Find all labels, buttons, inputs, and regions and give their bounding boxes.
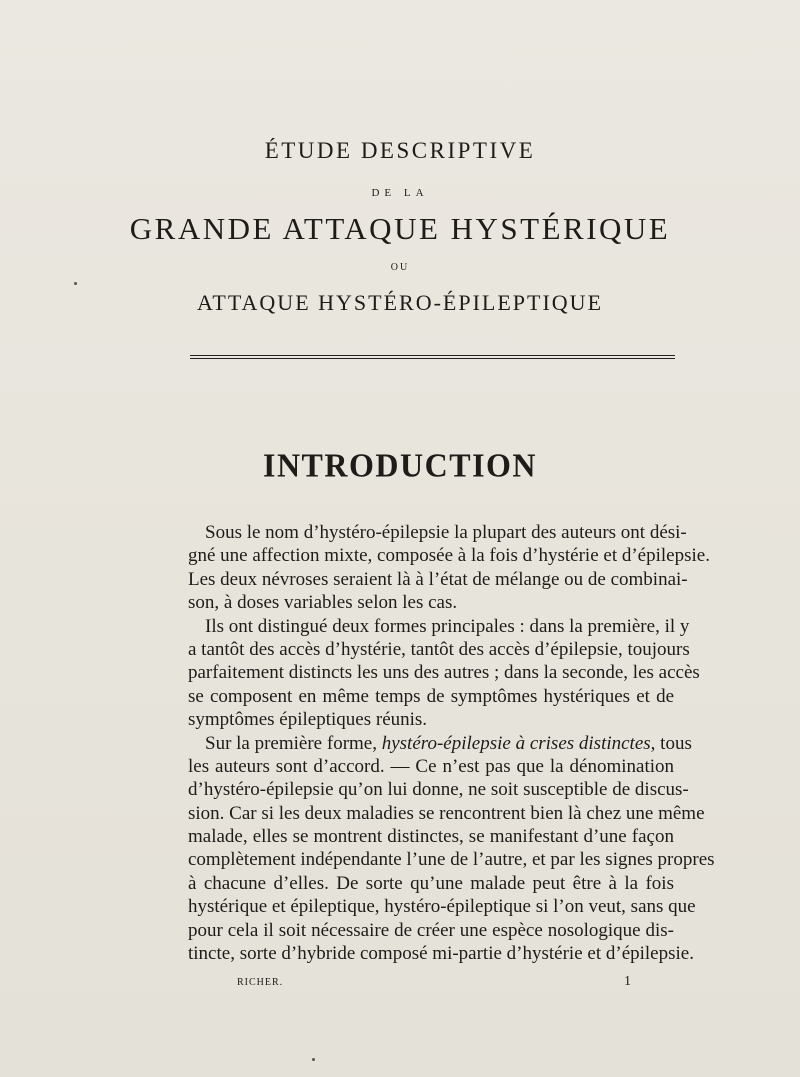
section-heading: INTRODUCTION [262, 446, 538, 484]
paper-speck [312, 1058, 315, 1061]
text-line: malade, elles se montrent distinctes, se manifestant d’une façon [188, 826, 674, 848]
text-line: d’hystéro-épilepsie qu’on lui donne, ne soit susceptible de discus- [188, 779, 689, 801]
text-line: pour cela il soit nécessaire de créer une espèce nosologique dis- [188, 919, 674, 941]
main-title: GRANDE ATTAQUE HYSTÉRIQUE [129, 211, 671, 246]
italic-term: hystéro-épilepsie à crises distinctes [381, 732, 651, 754]
text-line: symptômes épileptiques réunis. [188, 709, 428, 731]
title-line-2: DE LA [371, 187, 429, 199]
text-line: gné une affection mixte, composée à la fois d’hystérie et d’épilepsie. [188, 545, 710, 567]
text-line: son, à doses variables selon les cas. [188, 592, 458, 614]
text-line [188, 732, 692, 755]
paper-speck [74, 282, 77, 285]
text-line: Ils ont distingué deux formes principales : dans la première, il y [205, 615, 690, 637]
text-line: parfaitement distincts les uns des autres ; dans la seconde, les accès [188, 662, 700, 684]
double-rule-divider [190, 355, 675, 359]
text-line: les auteurs sont d’accord. — Ce n’est pas que la dénomination [188, 755, 674, 777]
text-line: a tantôt des accès d’hystérie, tantôt des accès d’épilepsie, toujours [188, 638, 690, 660]
title-connector: OU [390, 262, 410, 273]
text-run: , tous [650, 732, 692, 754]
text-line: tincte, sorte d’hybride composé mi-partie d’hystérie et d’épilepsie. [188, 943, 694, 965]
page-number: 1 [624, 974, 631, 989]
text-line: sion. Car si les deux maladies se rencontrent bien là chez une même [188, 802, 705, 824]
text-run: Sur la première forme, [205, 732, 382, 754]
footer-signature: RICHER. [237, 977, 284, 988]
text-line: complètement indépendante l’une de l’autre, et par les signes propres [188, 849, 715, 871]
subtitle: ATTAQUE HYSTÉRO-ÉPILEPTIQUE [196, 290, 604, 315]
text-line: à chacune d’elles. De sorte qu’une malade peut être à la fois [188, 872, 674, 894]
body-text [188, 521, 715, 965]
text-line: Les deux névroses seraient là à l’état de mélange ou de combinai- [188, 568, 688, 590]
text-line: se composent en même temps de symptômes hystériques et de [188, 685, 674, 707]
text-line: Sous le nom d’hystéro-épilepsie la plupart des auteurs ont dési- [205, 522, 687, 543]
text-line: hystérique et épileptique, hystéro-épileptique si l’on veut, sans que [188, 896, 696, 918]
title-line-1: ÉTUDE DESCRIPTIVE [264, 138, 536, 163]
